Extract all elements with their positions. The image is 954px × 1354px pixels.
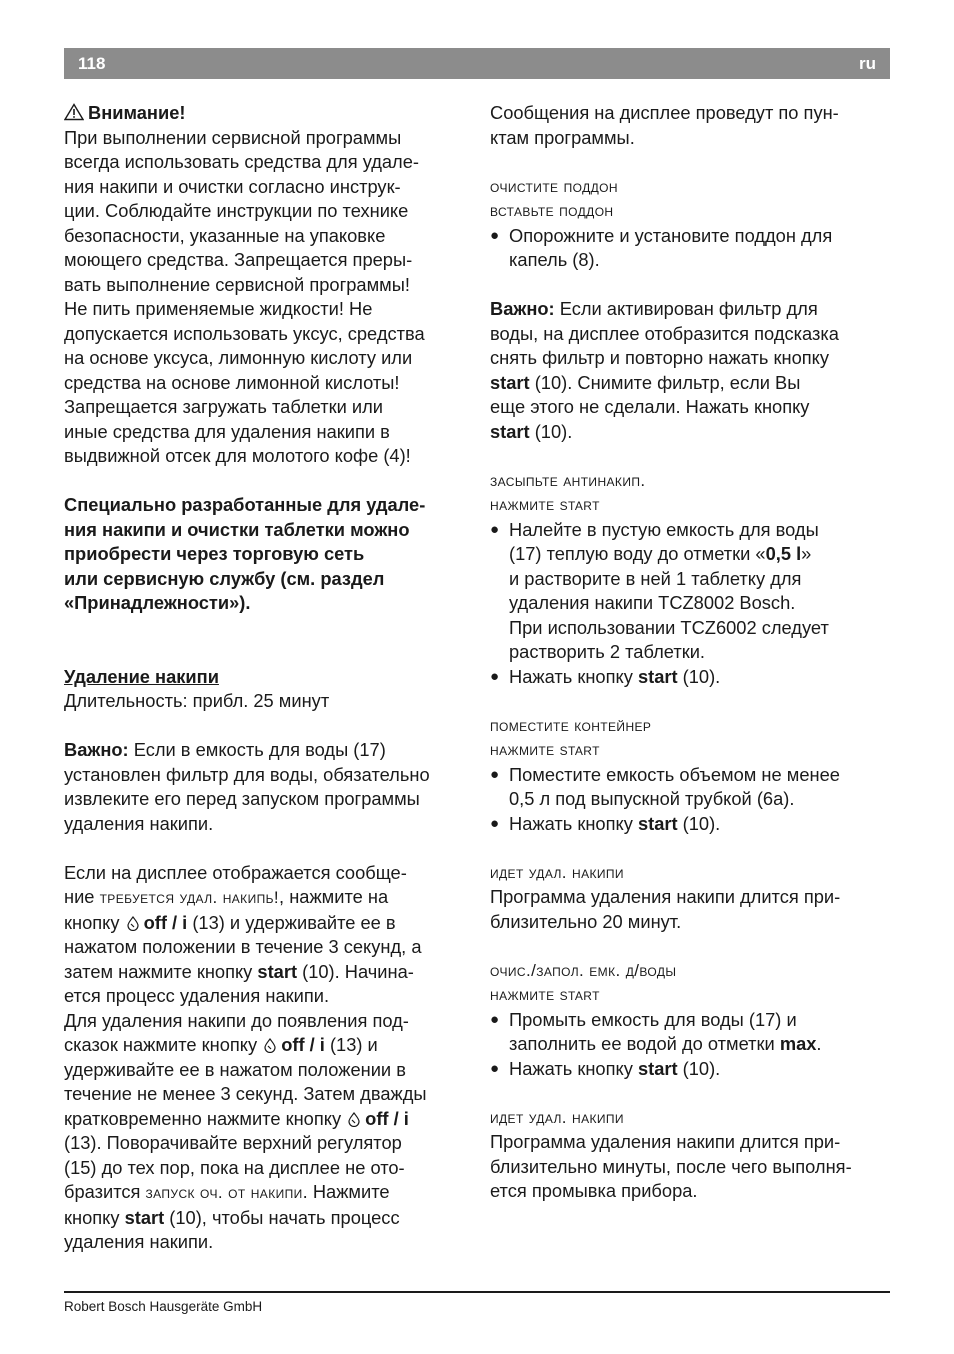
page-header [64, 48, 890, 79]
important-line: Важно: Если в емкость для воды (17) [64, 739, 386, 760]
body-line: близительно минуты, после чего выполня- [490, 1155, 852, 1177]
body-line: бразится запуск оч. от накипи. Нажмите [64, 1181, 390, 1202]
warning-line: всегда использовать средства для удале- [64, 151, 419, 172]
body-line: кратковременно нажмите кнопку off / i [64, 1107, 409, 1129]
warning-triangle-icon [64, 103, 84, 121]
display-message: идет удал. накипи [490, 862, 624, 882]
drop-power-icon [346, 1111, 362, 1127]
important-line: еще этого не сделали. Нажать кнопку [490, 396, 810, 417]
body-line: сказок нажмите кнопку off / i (13) и [64, 1034, 378, 1055]
bullet-item: ● Нажать кнопку start (10). [490, 812, 895, 837]
display-message: очистите поддон [490, 176, 618, 196]
warning-line: выдвижной отсек для молотого кофе (4)! [64, 445, 411, 466]
body-line: кнопку start (10), чтобы начать процесс [64, 1206, 400, 1228]
body-line: течение не менее 3 секунд. Затем дважды [64, 1083, 427, 1104]
warning-line: безопасности, указанные на упаковке [64, 224, 386, 246]
bullet-item: ● Налейте в пустую емкость для воды (17) теплую воду до отметки «0,5 l» и растворите в ней 1 таблетку для удаления накипи TCZ8002 Bosch. При использовании TCZ6002 следует растворить 2 таблетки. [490, 518, 895, 665]
important-line: Важно: Если активирован фильтр для [490, 298, 818, 319]
important-line: извлеките его перед запуском программы [64, 788, 420, 809]
drop-power-icon [262, 1037, 278, 1053]
right-column [490, 101, 895, 1204]
important-line: снять фильтр и повторно нажать кнопку [490, 347, 829, 368]
bullet-item: ● Промыть емкость для воды (17) и заполнить ее водой до отметки max. [490, 1008, 895, 1057]
body-line: ние требуется удал. накипь!, нажмите на [64, 886, 389, 907]
bullet-item: ● Нажать кнопку start (10). [490, 1057, 895, 1082]
display-message: вставьте поддон [490, 201, 614, 220]
important-line: start (10). Снимите фильтр, если Вы [490, 371, 801, 393]
body-line: нажатом положении в течение 3 секунд, а [64, 936, 422, 957]
display-message: нажмите start [490, 985, 600, 1004]
body-line: ется промывка прибора. [490, 1180, 698, 1201]
intro-line: Сообщения на дисплее проведут по пун- [490, 102, 839, 123]
warning-line: При выполнении сервисной программы [64, 126, 402, 148]
body-line: Программа удаления накипи длится при- [490, 886, 841, 907]
accessories-note-line: или сервисную службу (см. раздел [64, 567, 385, 589]
display-message: требуется удал. накипь! [99, 888, 280, 907]
accessories-note-line: «Принадлежности»). [64, 592, 251, 613]
display-message: идет удал. накипи [490, 1107, 624, 1127]
duration: Длительность: прибл. 25 минут [64, 690, 330, 711]
body-line: (13). Поворачивайте верхний регулятор [64, 1132, 402, 1153]
display-message: очис./запол. емк. д/воды [490, 960, 677, 980]
page-number: 118 [78, 54, 106, 73]
bullet-item: ● Поместите емкость объемом не менее 0,5 л под выпускной трубкой (6a). [490, 763, 895, 812]
warning-title: Внимание! [64, 101, 474, 126]
warning-line: Запрещается загружать таблетки или [64, 396, 383, 417]
accessories-note-line: приобрести через торговую сеть [64, 543, 365, 564]
body-line: близительно 20 минут. [490, 910, 682, 932]
footer-divider [64, 1291, 890, 1293]
body-line: затем нажмите кнопку start (10). Начина- [64, 960, 414, 982]
accessories-note-line: ния накипи и очистки таблетки можно [64, 518, 410, 540]
display-message: поместите контейнер [490, 715, 652, 735]
warning-line: допускается использовать уксус, средства [64, 322, 425, 344]
warning-line: на основе уксуса, лимонную кислоту или [64, 347, 413, 368]
body-line: Для удаления накипи до появления под- [64, 1009, 409, 1031]
important-line: start (10). [490, 420, 573, 442]
body-line: кнопку off / i (13) и удерживайте ее в [64, 911, 396, 933]
language-code: ru [859, 54, 876, 73]
warning-line: ния накипи и очистки согласно инструк- [64, 175, 401, 197]
drop-power-icon [125, 915, 141, 931]
bullet-item: ● Нажать кнопку start (10). [490, 665, 895, 690]
warning-line: вать выполнение сервисной программы! [64, 273, 410, 295]
body-line: удаления накипи. [64, 1231, 214, 1252]
body-line: ется процесс удаления накипи. [64, 985, 330, 1006]
body-line: Если на дисплее отображается сообще- [64, 861, 407, 883]
warning-line: моющего средства. Запрещается преры- [64, 249, 413, 270]
important-line: воды, на дисплее отобразится подсказка [490, 322, 839, 344]
warning-line: Не пить применяемые жидкости! Не [64, 298, 373, 319]
warning-line: иные средства для удаления накипи в [64, 420, 390, 442]
footer-text: Robert Bosch Hausgeräte GmbH [64, 1299, 263, 1314]
left-column [64, 101, 474, 1255]
body-line: (15) до тех пор, пока на дисплее не ото- [64, 1156, 405, 1178]
section-title: Удаление накипи [64, 665, 219, 687]
accessories-note-line: Специально разработанные для удале- [64, 494, 426, 515]
important-line: удаления накипи. [64, 812, 214, 834]
warning-line: средства на основе лимонной кислоты! [64, 371, 400, 393]
important-line: установлен фильтр для воды, обязательно [64, 763, 430, 785]
intro-line: ктам программы. [490, 126, 635, 148]
bullet-item: ● Опорожните и установите поддон для капель (8). [490, 224, 895, 273]
display-message: запуск оч. от накипи [145, 1183, 303, 1202]
body-line: удерживайте ее в нажатом положении в [64, 1058, 406, 1080]
display-message: нажмите start [490, 495, 600, 514]
body-line: Программа удаления накипи длится при- [490, 1131, 841, 1152]
display-message: нажмите start [490, 740, 600, 759]
display-message: засыпьте антинакип. [490, 470, 646, 490]
warning-line: ции. Соблюдайте инструкции по технике [64, 200, 409, 221]
